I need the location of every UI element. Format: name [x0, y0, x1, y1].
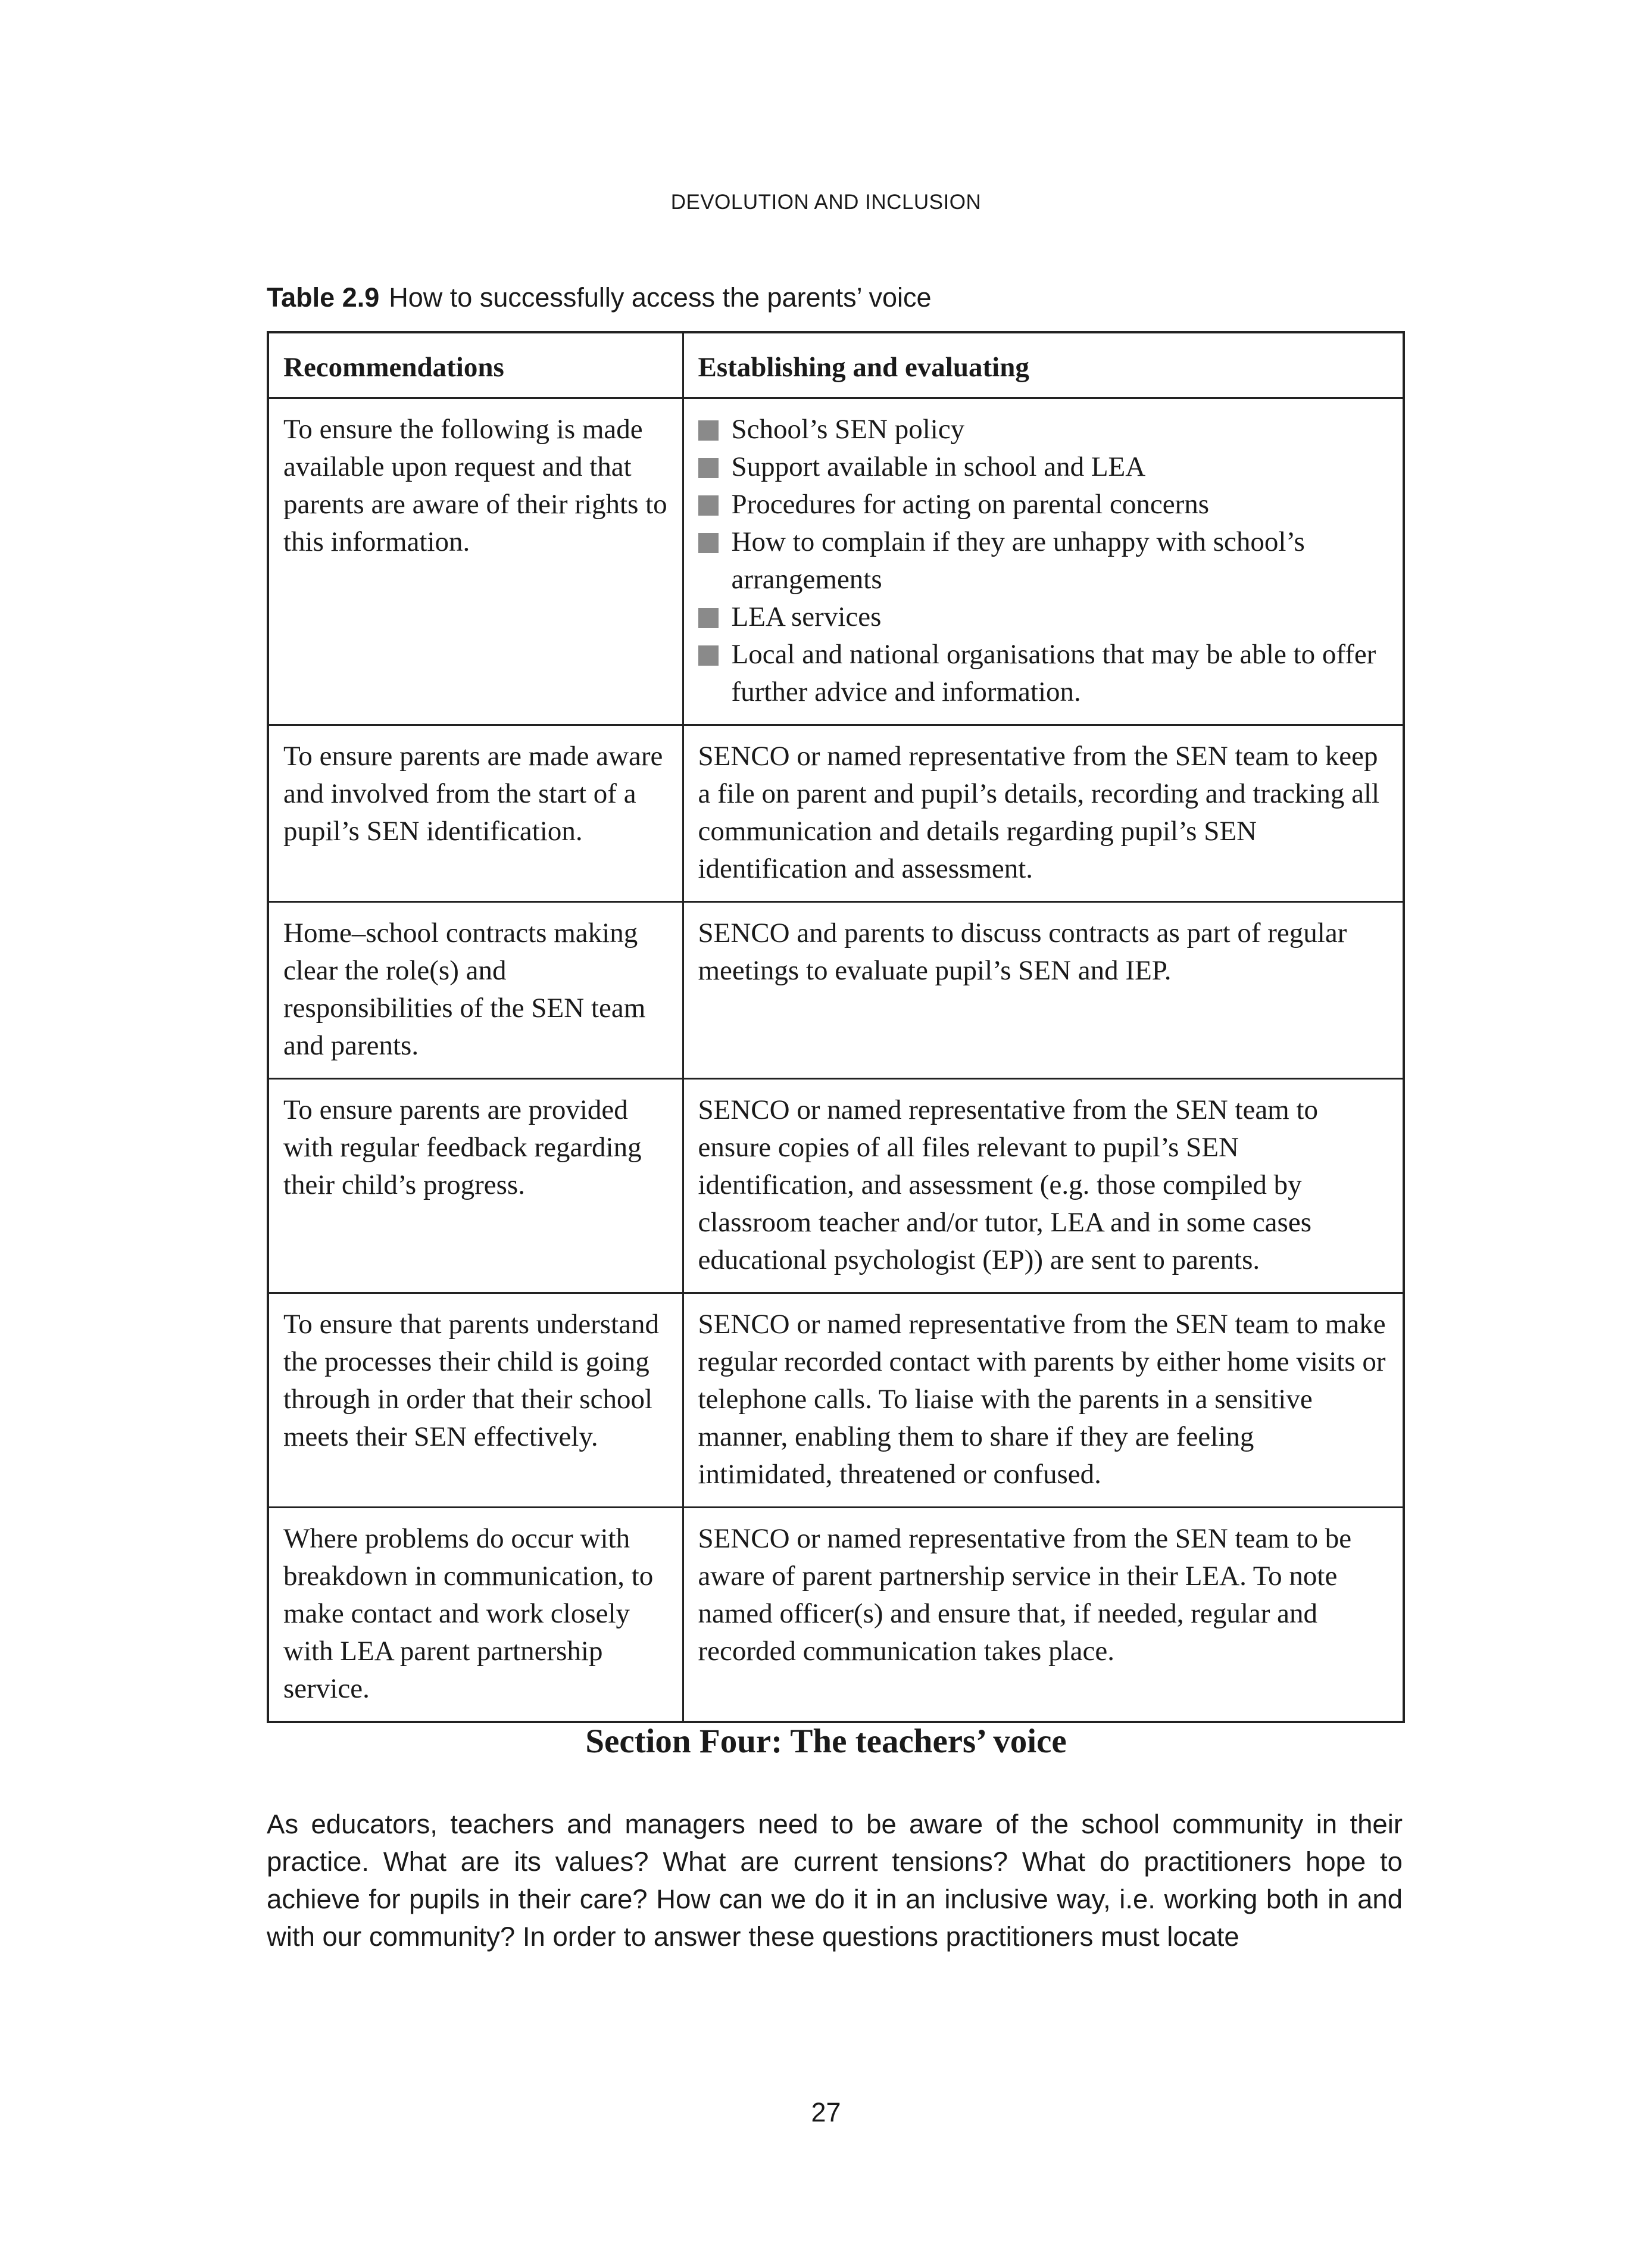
body-paragraph: As educators, teachers and managers need to be aware of the school community in their practice. What are its values? What are current tensions? What do practitioners hope to achieve for pupils in their care? How can we do it in an inclusive way, i.e. working both in and with our community? In order to answer these questions practitioners must locate	[267, 1809, 1403, 1952]
table-header-row	[268, 332, 1404, 398]
square-bullet-icon	[698, 533, 719, 553]
list-item-text: Local and national organisations that may be able to offer further advice and information.	[731, 639, 1376, 707]
recommendation-cell: Home–school contracts making clear the role(s) and responsibilities of the SEN team and parents.	[268, 902, 683, 1079]
list-item	[698, 486, 1392, 523]
list-item	[698, 598, 1392, 636]
table-caption	[267, 282, 932, 313]
column-header-establishing: Establishing and evaluating	[683, 332, 1404, 398]
table-row	[268, 725, 1404, 902]
list-item	[698, 411, 1392, 448]
recommendation-cell: To ensure that parents understand the processes their child is going through in order that their school meets their SEN effectively.	[268, 1293, 683, 1508]
evaluation-cell: SENCO or named representative from the SEN team to be aware of parent partnership service in their LEA. To note named officer(s) and ensure that, if needed, regular and recorded communication takes place.	[683, 1508, 1404, 1723]
list-item	[698, 448, 1392, 486]
table-row	[268, 398, 1404, 725]
table-row	[268, 1079, 1404, 1293]
evaluation-cell: SENCO or named representative from the SEN team to make regular recorded contact with parents by either home visits or telephone calls. To liaise with the parents in a sensitive manner, enabling them to share if they are feeling intimidated, threatened or confused.	[683, 1293, 1404, 1508]
table-label: Table 2.9	[267, 282, 380, 313]
table-row	[268, 1293, 1404, 1508]
column-header-recommendations: Recommendations	[268, 332, 683, 398]
list-item	[698, 523, 1392, 598]
recommendation-cell: To ensure parents are provided with regular feedback regarding their child’s progress.	[268, 1079, 683, 1293]
square-bullet-icon	[698, 608, 719, 628]
recommendation-cell: Where problems do occur with breakdown in communication, to make contact and work closely with LEA parent partnership service.	[268, 1508, 683, 1723]
list-item-text: LEA services	[731, 601, 882, 632]
page-number: 27	[811, 2097, 841, 2127]
evaluation-cell: SENCO or named representative from the SEN team to ensure copies of all files relevant to pupil’s SEN identification, and assessment (e.g. those compiled by classroom teacher and/or tutor, LEA and in some cases educational psychologist (EP)) are sent to parents.	[683, 1079, 1404, 1293]
evaluation-cell	[683, 398, 1404, 725]
list-item	[698, 636, 1392, 711]
square-bullet-icon	[698, 645, 719, 666]
square-bullet-icon	[698, 420, 719, 441]
running-head: DEVOLUTION AND INCLUSION	[670, 191, 982, 214]
table-title: How to successfully access the parents’ voice	[389, 282, 932, 313]
list-item-text: Procedures for acting on parental concerns	[731, 489, 1210, 520]
evaluation-cell: SENCO or named representative from the SEN team to keep a file on parent and pupil’s details, recording and tracking all communication and details regarding pupil’s SEN identification and assessment.	[683, 725, 1404, 902]
bullet-list	[698, 411, 1392, 711]
square-bullet-icon	[698, 458, 719, 478]
parents-voice-table	[267, 331, 1405, 1723]
list-item-text: School’s SEN policy	[731, 414, 965, 445]
table-row	[268, 1508, 1404, 1723]
square-bullet-icon	[698, 495, 719, 516]
recommendation-cell: To ensure parents are made aware and involved from the start of a pupil’s SEN identification.	[268, 725, 683, 902]
list-item-text: Support available in school and LEA	[731, 451, 1146, 482]
evaluation-cell: SENCO and parents to discuss contracts as part of regular meetings to evaluate pupil’s SEN and IEP.	[683, 902, 1404, 1079]
list-item-text: How to complain if they are unhappy with school’s arrangements	[731, 526, 1305, 595]
section-heading: Section Four: The teachers’ voice	[585, 1723, 1067, 1760]
recommendation-cell: To ensure the following is made available upon request and that parents are aware of their rights to this information.	[268, 398, 683, 725]
table-row	[268, 902, 1404, 1079]
